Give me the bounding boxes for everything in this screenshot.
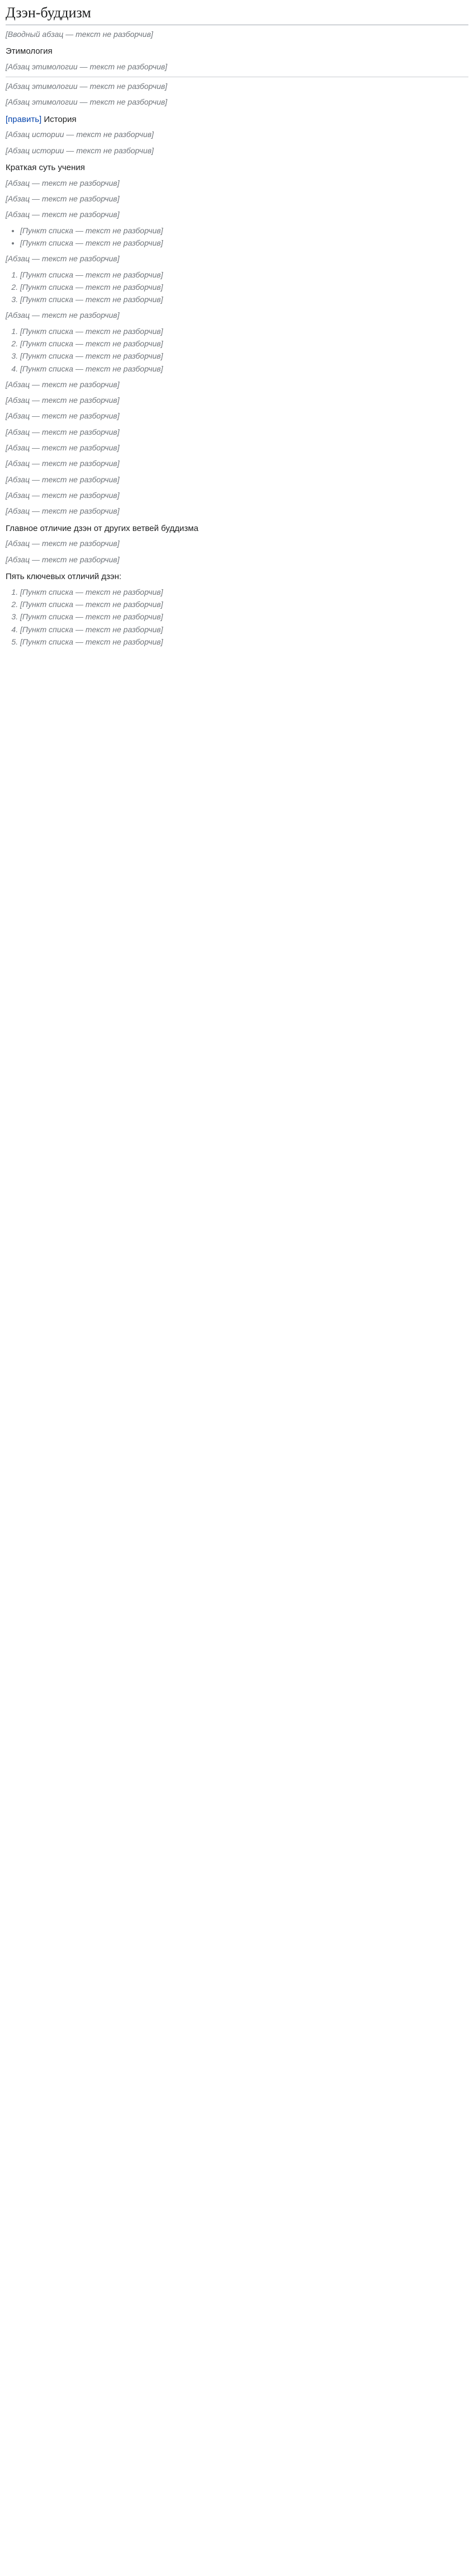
etymology-paragraph: [Абзац этимологии — текст не разборчив] <box>6 97 167 107</box>
summary-paragraph: [Абзац — текст не разборчив] <box>6 443 120 453</box>
summary-paragraph: [Абзац — текст не разборчив] <box>6 210 120 219</box>
causes-list <box>6 269 468 305</box>
history-heading-text: История <box>44 114 77 124</box>
list-item: 1. [Пункт списка — текст не разборчив] <box>20 269 468 280</box>
difference-paragraph: [Абзац — текст не разборчив] <box>6 539 120 548</box>
history-edit-link[interactable]: [править] <box>6 114 42 124</box>
list-item: 1. [Пункт списка — текст не разборчив] <box>20 586 468 598</box>
summary-paragraph: [Абзац — текст не разборчив] <box>6 396 120 405</box>
summary-paragraph: [Абзац — текст не разборчив] <box>6 311 120 320</box>
section-heading-summary: Краткая суть учения <box>6 162 85 172</box>
list-item: 1. [Пункт списка — текст не разборчив] <box>20 326 468 337</box>
article-title: Дзэн-буддизм <box>6 2 468 25</box>
summary-paragraph: [Абзац — текст не разборчив] <box>6 490 120 500</box>
summary-paragraph: [Абзац — текст не разборчив] <box>6 178 120 187</box>
summary-paragraph: [Абзац — текст не разборчив] <box>6 379 120 389</box>
history-paragraph: [Абзац истории — текст не разборчив] <box>6 145 154 155</box>
list-item: 2. [Пункт списка — текст не разборчив] <box>20 599 468 610</box>
etymology-paragraph: [Абзац этимологии — текст не разборчив] <box>6 62 167 71</box>
quotes-list <box>6 225 468 249</box>
list-item: 4. [Пункт списка — текст не разборчив] <box>20 363 468 374</box>
section-heading-history <box>6 114 468 126</box>
principles-list <box>6 586 468 647</box>
etymology-paragraph: [Абзац этимологии — текст не разборчив] <box>6 77 468 92</box>
summary-paragraph: [Абзац — текст не разборчив] <box>6 459 120 468</box>
history-paragraph: [Абзац истории — текст не разборчив] <box>6 130 154 139</box>
summary-paragraph: [Абзац — текст не разборчив] <box>6 427 120 436</box>
summary-paragraph: [Абзац — текст не разборчив] <box>6 506 120 516</box>
summary-paragraph: [Абзац — текст не разборчив] <box>6 194 120 204</box>
intro-paragraph: [Вводный абзац — текст не разборчив] <box>6 29 153 39</box>
release-list <box>6 326 468 374</box>
list-item: 5. [Пункт списка — текст не разборчив] <box>20 636 468 647</box>
section-heading-difference: Главное отличие дзэн от других ветвей буддизма <box>6 523 199 533</box>
section-heading-principles: Пять ключевых отличий дзэн: <box>6 571 121 581</box>
list-item: 4. [Пункт списка — текст не разборчив] <box>20 624 468 635</box>
list-item: 3. [Пункт списка — текст не разборчив] <box>20 294 468 305</box>
list-item: 3. [Пункт списка — текст не разборчив] <box>20 611 468 622</box>
list-item: 2. [Пункт списка — текст не разборчив] <box>20 281 468 293</box>
list-item: 2. [Пункт списка — текст не разборчив] <box>20 338 468 349</box>
section-heading-etymology: Этимология <box>6 46 53 56</box>
list-item: 3. [Пункт списка — текст не разборчив] <box>20 350 468 361</box>
summary-paragraph: [Абзац — текст не разборчив] <box>6 411 120 421</box>
difference-paragraph: [Абзац — текст не разборчив] <box>6 554 120 564</box>
list-item: • [Пункт списка — текст не разборчив] <box>20 237 468 248</box>
summary-paragraph: [Абзац — текст не разборчив] <box>6 254 120 264</box>
list-item: • [Пункт списка — текст не разборчив] <box>20 225 468 236</box>
summary-paragraph: [Абзац — текст не разборчив] <box>6 474 120 484</box>
